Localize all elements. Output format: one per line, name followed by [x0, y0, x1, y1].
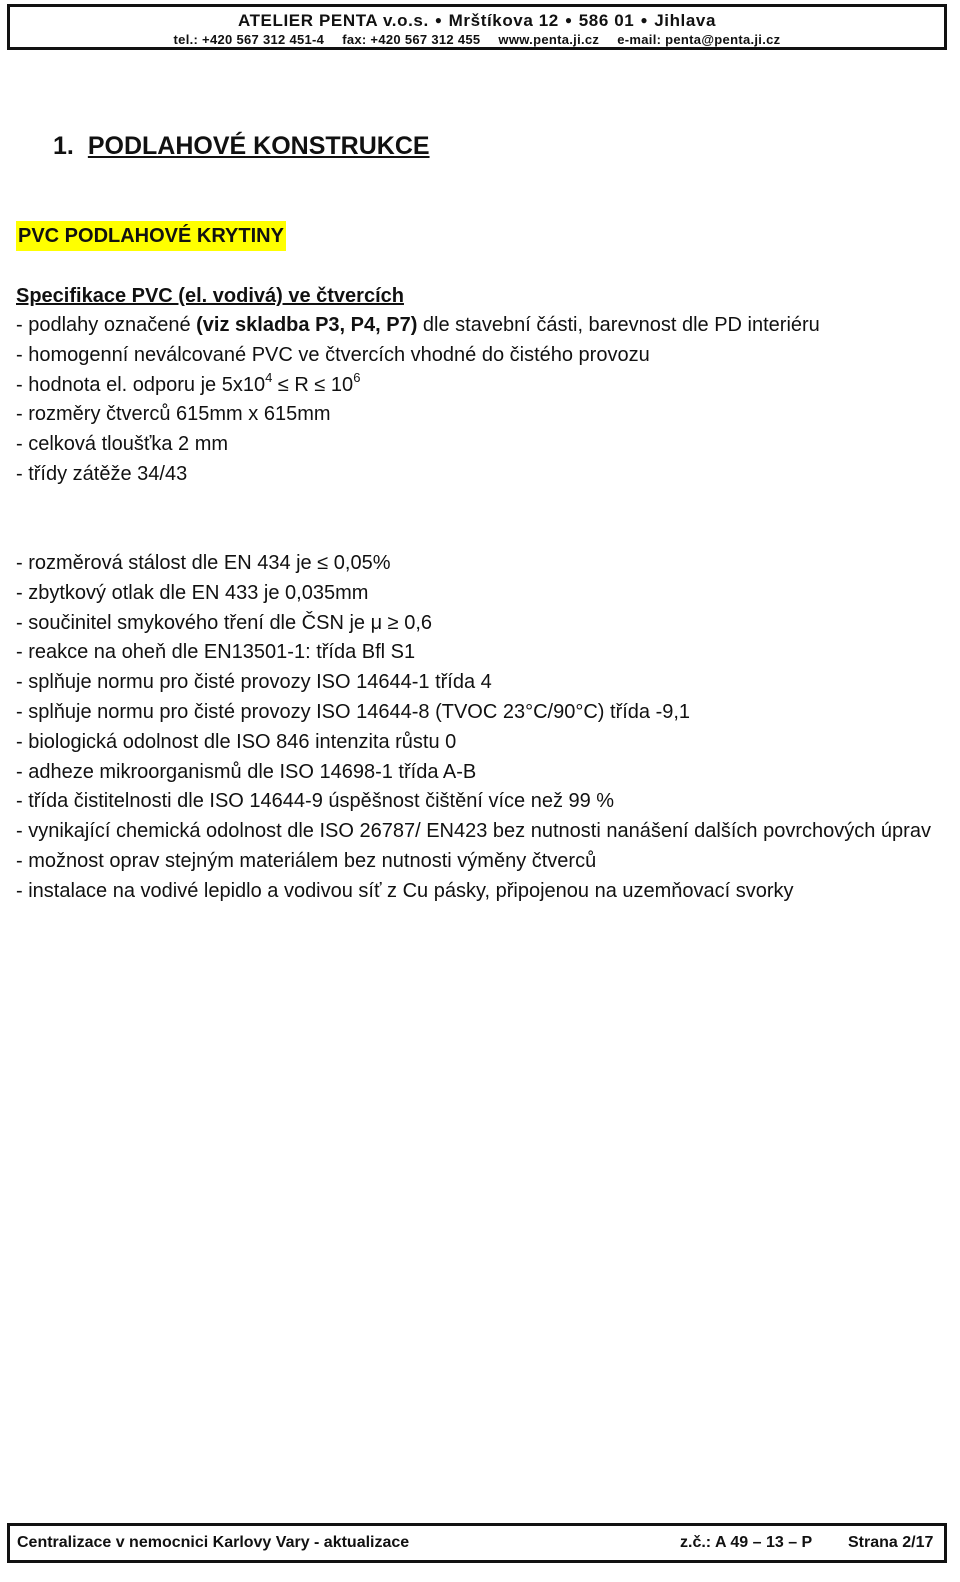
- phone-number: tel.: +420 567 312 451-4: [173, 32, 325, 47]
- letterhead-address-line: [10, 10, 944, 31]
- bullet-separator: ●: [564, 13, 573, 27]
- website: www.penta.ji.cz: [498, 32, 600, 47]
- project-name: Centralizace v nemocnici Karlovy Vary - aktualizace: [17, 1534, 410, 1551]
- property-line: - adheze mikroorganismů dle ISO 14698-1 třída A-B: [16, 760, 477, 783]
- property-line: - splňuje normu pro čisté provozy ISO 14644-8 (TVOC 23°C/90°C) třída -9,1: [16, 700, 691, 723]
- bullet-separator: ●: [640, 13, 649, 27]
- city: Jihlava: [654, 11, 717, 30]
- section-number: 1.: [53, 132, 74, 160]
- property-line: - biologická odolnost dle ISO 846 intenzita růstu 0: [16, 730, 457, 753]
- property-line: - možnost oprav stejným materiálem bez nutnosti výměny čtverců: [16, 849, 597, 872]
- floor-types-reference: (viz skladba P3, P4, P7): [196, 314, 418, 336]
- specification-heading: Specifikace PVC (el. vodivá) ve čtvercích: [16, 285, 404, 307]
- street-address: Mrštíkova 12: [448, 11, 559, 30]
- document-code: z.č.: A 49 – 13 – P: [680, 1534, 813, 1551]
- spec-line: - třídy zátěže 34/43: [16, 462, 188, 485]
- property-line: - vynikající chemická odolnost dle ISO 26787/ EN423 bez nutnosti nanášení dalších povrchových úprav: [16, 820, 931, 843]
- property-line: - reakce na oheň dle EN13501-1: třída Bfl S1: [16, 641, 416, 664]
- email: e-mail: penta@penta.ji.cz: [617, 32, 781, 47]
- page-footer: [7, 1523, 947, 1563]
- property-line: - zbytkový otlak dle EN 433 je 0,035mm: [16, 581, 369, 604]
- property-line: - splňuje normu pro čisté provozy ISO 14644-1 třída 4: [16, 671, 492, 694]
- bullet-separator: ●: [434, 13, 443, 27]
- fax-number: fax: +420 567 312 455: [342, 32, 481, 47]
- letterhead-contact-line: [10, 32, 944, 48]
- property-line: - třída čistitelnosti dle ISO 14644-9 úspěšnost čištění více než 99 %: [16, 790, 615, 813]
- property-line: - rozměrová stálost dle EN 434 je ≤ 0,05%: [16, 552, 391, 574]
- zip-code: 586 01: [578, 11, 635, 30]
- spec-line-resistance: - hodnota el. odporu je $5x10^4 \le R \le 10^6$: [16, 369, 361, 396]
- highlighted-subtitle: PVC PODLAHOVÉ KRYTINY: [16, 221, 286, 251]
- section-title: PODLAHOVÉ KONSTRUKCE: [87, 132, 430, 160]
- specification-list: [16, 311, 936, 490]
- property-line: - instalace na vodivé lepidlo a vodivou síť z Cu pásky, připojenou na uzemňovací svorky: [16, 879, 794, 902]
- spec-line: - podlahy označené (viz skladba P3, P4, P7) dle stavební části, barevnost dle PD interiéru: [16, 314, 820, 336]
- spec-line: - rozměry čtverců 615mm x 615mm: [16, 403, 331, 426]
- section-heading: [53, 131, 430, 161]
- spec-line: - celková tloušťka 2 mm: [16, 433, 229, 456]
- page-number: Strana 2/17: [848, 1534, 934, 1551]
- letterhead: [7, 4, 947, 50]
- company-name: ATELIER PENTA v.o.s.: [237, 11, 429, 30]
- property-line: - součinitel smykového tření dle ČSN je μ ≥ 0,6: [16, 611, 433, 634]
- spec-line: - homogenní neválcované PVC ve čtvercích vhodné do čistého provozu: [16, 343, 650, 366]
- properties-list: [16, 549, 936, 907]
